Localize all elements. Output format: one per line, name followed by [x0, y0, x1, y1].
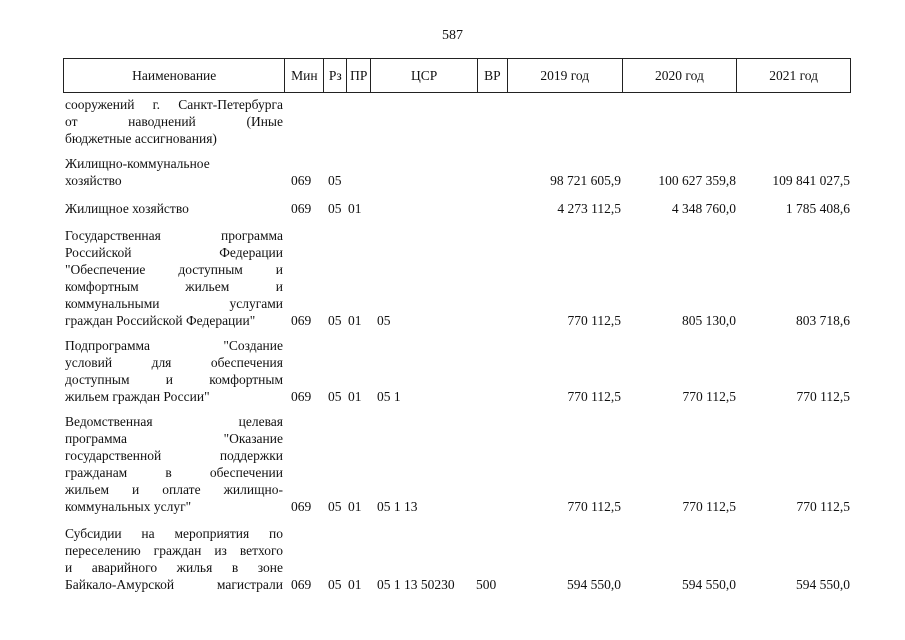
row-name-line: Жилищное хозяйство: [65, 201, 189, 216]
row-name-line: Субсидии на мероприятия по: [65, 526, 283, 541]
cell-2021: 803 718,6: [796, 313, 850, 328]
cell-rz: 05: [328, 313, 342, 328]
cell-2020: 770 112,5: [682, 499, 736, 514]
cell-csr: 05 1 13 50230: [377, 577, 455, 592]
cell-2020: 100 627 359,8: [658, 173, 736, 188]
cell-2019: 770 112,5: [567, 389, 621, 404]
row-name-line: условий для обеспечения: [65, 355, 283, 370]
page-number: 587: [442, 28, 463, 43]
header-2021: 2021 год: [769, 67, 819, 83]
row-name-line: Жилищно-коммунальное: [65, 156, 210, 171]
header-min: Мин: [285, 59, 324, 92]
row-name-line: от наводнений (Иные: [65, 114, 283, 129]
row-name-line: хозяйство: [65, 173, 122, 188]
header-2020: 2020 год: [623, 59, 738, 92]
cell-2019: 594 550,0: [567, 577, 621, 592]
table-row: [63, 96, 851, 147]
row-name-line: коммунальными услугами: [65, 296, 283, 311]
row-name-line: доступным и комфортным: [65, 372, 283, 387]
cell-csr: 05 1 13: [377, 499, 418, 514]
cell-2020: 594 550,0: [682, 577, 736, 592]
cell-min: 069: [291, 389, 312, 404]
cell-pr: 01: [348, 201, 362, 216]
cell-2021: 770 112,5: [796, 499, 850, 514]
row-name-line: государственной поддержки: [65, 448, 283, 463]
table-row: [63, 525, 851, 593]
cell-2019: 4 273 112,5: [557, 201, 621, 216]
table-row: [63, 413, 851, 515]
header-2019: 2019 год: [508, 59, 623, 92]
cell-2021: 1 785 408,6: [785, 201, 850, 216]
row-name-line: жильем и оплате жилищно-: [65, 482, 283, 497]
row-name-line: жильем граждан России": [65, 389, 210, 404]
table-row: [63, 155, 851, 189]
row-name-line: Государственная программа: [65, 228, 283, 243]
row-name-line: Байкало-Амурской магистрали: [65, 577, 283, 592]
cell-2019: 770 112,5: [567, 499, 621, 514]
cell-2020: 770 112,5: [682, 389, 736, 404]
cell-pr: 01: [348, 577, 362, 592]
header-rz: Рз: [324, 59, 347, 92]
header-pr: ПР: [347, 59, 371, 92]
table-row: [63, 227, 851, 329]
cell-2021: 594 550,0: [796, 577, 850, 592]
cell-pr: 01: [348, 313, 362, 328]
row-name: [65, 96, 283, 147]
cell-min: 069: [291, 173, 312, 188]
cell-2021: 770 112,5: [796, 389, 850, 404]
cell-csr: 05 1: [377, 389, 401, 404]
cell-rz: 05: [328, 201, 342, 216]
row-name: [65, 155, 283, 189]
row-name: [65, 337, 283, 405]
cell-min: 069: [291, 577, 312, 592]
row-name: [65, 200, 283, 217]
cell-min: 069: [291, 499, 312, 514]
header-csr: ЦСР: [371, 59, 478, 92]
row-name-line: коммунальных услуг": [65, 499, 192, 514]
cell-rz: 05: [328, 577, 342, 592]
cell-pr: 01: [348, 389, 362, 404]
row-name-line: и аварийного жилья в зоне: [65, 560, 283, 575]
row-name-line: "Обеспечение доступным и: [65, 262, 283, 277]
cell-2020: 805 130,0: [682, 313, 736, 328]
cell-2019: 98 721 605,9: [550, 173, 621, 188]
cell-min: 069: [291, 313, 312, 328]
header-name: Наименование: [64, 59, 285, 92]
row-name-line: бюджетные ассигнования): [65, 131, 217, 146]
cell-vr: 500: [476, 577, 497, 592]
cell-2021: 109 841 027,5: [772, 173, 850, 188]
row-name-line: Российской Федерации: [65, 245, 283, 260]
table-row: [63, 200, 851, 217]
cell-csr: 05: [377, 313, 391, 328]
row-name-line: сооружений г. Санкт-Петербурга: [65, 97, 283, 112]
cell-2019: 770 112,5: [567, 313, 621, 328]
cell-min: 069: [291, 201, 312, 216]
row-name-line: переселению граждан из ветхого: [65, 543, 283, 558]
row-name-line: гражданам в обеспечении: [65, 465, 283, 480]
table-header: [63, 58, 851, 93]
row-name: [65, 525, 283, 593]
cell-2020: 4 348 760,0: [671, 201, 736, 216]
row-name-line: комфортным жильем и: [65, 279, 283, 294]
row-name: [65, 413, 283, 515]
cell-rz: 05: [328, 389, 342, 404]
table-row: [63, 337, 851, 405]
cell-rz: 05: [328, 499, 342, 514]
header-vr: ВР: [478, 59, 508, 92]
row-name-line: Подпрограмма "Создание: [65, 338, 283, 353]
cell-pr: 01: [348, 499, 362, 514]
cell-rz: 05: [328, 173, 342, 188]
row-name: [65, 227, 283, 329]
row-name-line: программа "Оказание: [65, 431, 283, 446]
row-name-line: граждан Российской Федерации": [65, 313, 256, 328]
row-name-line: Ведомственная целевая: [65, 414, 283, 429]
